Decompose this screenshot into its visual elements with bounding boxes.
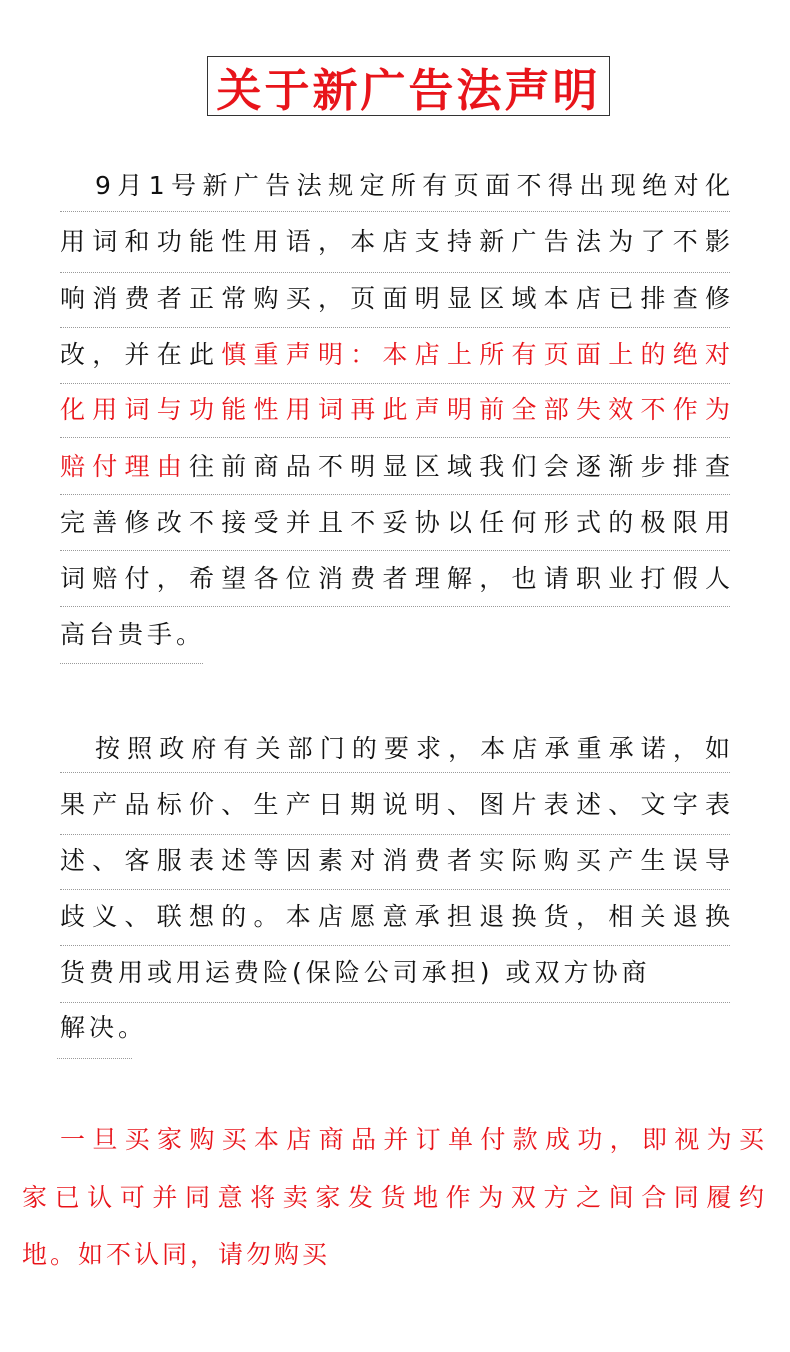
statement-line — [60, 447, 730, 487]
dotted-rule — [60, 606, 730, 607]
declaration-highlight: 赔付理由 — [60, 452, 189, 481]
statement-line — [60, 335, 730, 375]
dotted-rule — [60, 834, 730, 835]
commitment-line: 歧义、联想的。本店愿意承担退换货，相关退换 — [60, 902, 730, 931]
statement-line: 响消费者正常购买，页面明显区域本店已排查修 — [60, 284, 730, 313]
title-box — [207, 56, 610, 116]
dotted-rule — [60, 494, 730, 495]
dotted-rule — [60, 1002, 730, 1003]
statement-line: 词赔付，希望各位消费者理解，也请职业打假人 — [60, 564, 730, 593]
dotted-rule — [60, 663, 203, 664]
dotted-rule — [60, 945, 730, 946]
notice-line: 家已认可并同意将卖家发货地作为双方之间合同履约 — [22, 1183, 764, 1212]
dotted-rule — [60, 437, 730, 438]
dotted-rule — [60, 550, 730, 551]
notice-line: 地。如不认同，请勿购买 — [22, 1240, 331, 1269]
dotted-rule — [57, 1058, 132, 1059]
statement-text: 往前商品不明显区域我们会逐渐步排查 — [189, 452, 730, 481]
commitment-line: 解决。 — [60, 1013, 148, 1042]
statement-line: 完善修改不接受并且不妥协以任何形式的极限用 — [60, 508, 730, 537]
dotted-rule — [60, 272, 730, 273]
notice-line: 一旦买家购买本店商品并订单付款成功，即视为买 — [60, 1125, 764, 1154]
dotted-rule — [60, 383, 730, 384]
dotted-rule — [60, 327, 730, 328]
declaration-highlight: 慎重声明：本店上所有页面上的绝对 — [221, 340, 730, 369]
commitment-line: 按照政府有关部门的要求，本店承重承诺，如 — [95, 734, 730, 763]
statement-line: 高台贵手。 — [60, 620, 206, 649]
dotted-rule — [60, 772, 730, 773]
statement-text: 改，并在此 — [60, 340, 222, 369]
commitment-line: 果产品标价、生产日期说明、图片表述、文字表 — [60, 790, 730, 819]
page-title: 关于新广告法声明 — [216, 63, 601, 117]
dotted-rule — [60, 211, 730, 212]
statement-line: 用词和功能性用语，本店支持新广告法为了不影 — [60, 227, 730, 256]
commitment-line: 货费用或用运费险(保险公司承担) 或双方协商 — [60, 958, 651, 987]
statement-line: 9月1号新广告法规定所有页面不得出现绝对化 — [95, 171, 730, 200]
dotted-rule — [60, 889, 730, 890]
commitment-line: 述、客服表述等因素对消费者实际购买产生误导 — [60, 846, 730, 875]
declaration-highlight: 化用词与功能性用词再此声明前全部失效不作为 — [60, 395, 730, 424]
